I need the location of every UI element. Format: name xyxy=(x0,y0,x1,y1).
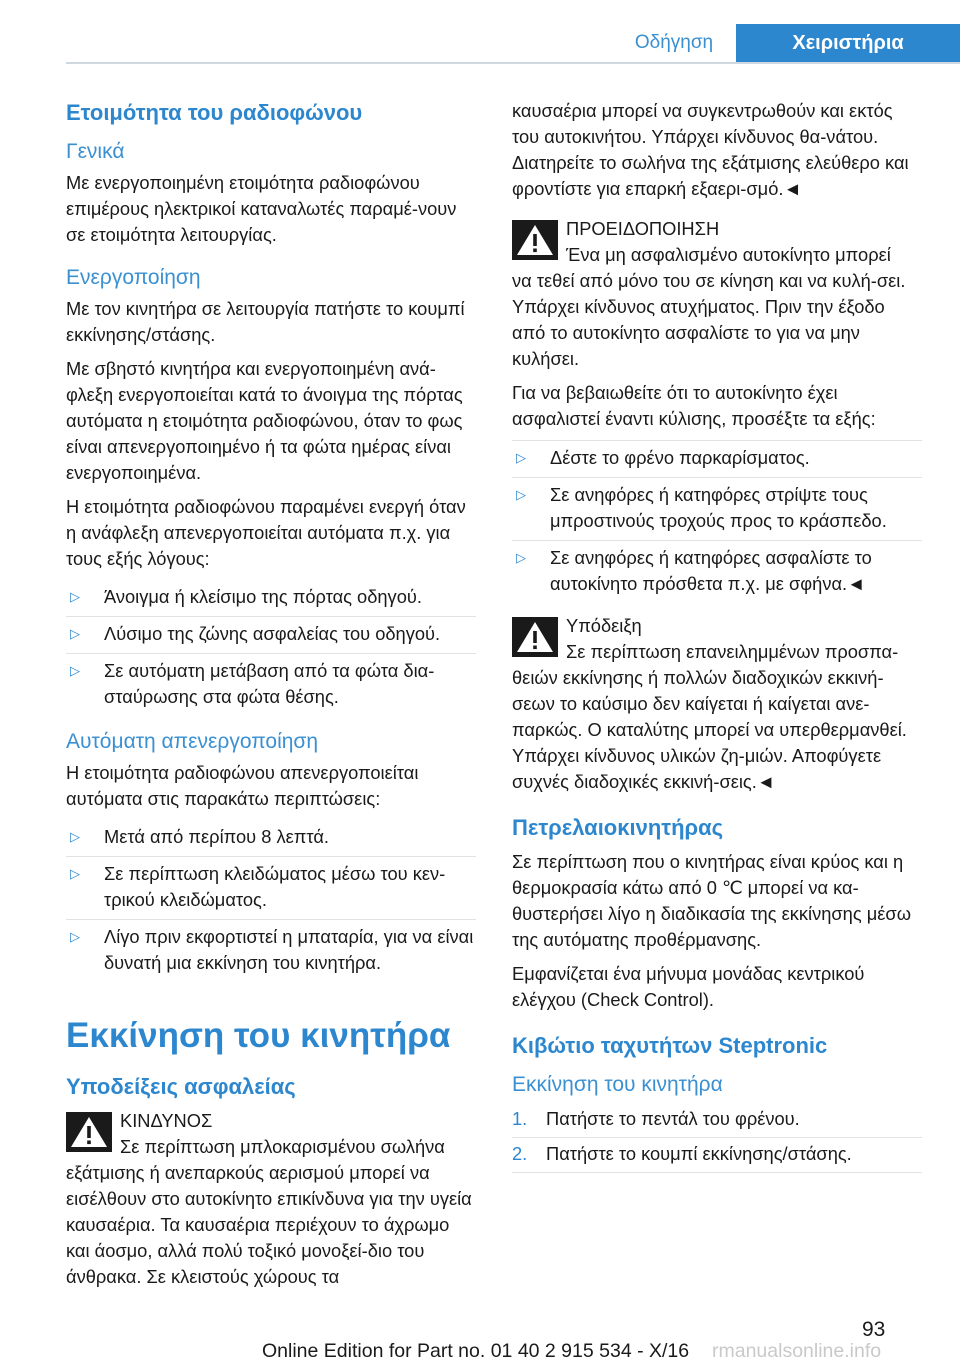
tab-driving[interactable]: Οδήγηση xyxy=(634,32,714,53)
triangle-bullet-icon: ▷ xyxy=(516,450,526,465)
section-title-safety: Υποδείξεις ασφαλείας xyxy=(66,1074,296,1099)
warning-triangle-icon xyxy=(66,1112,112,1152)
numbered-steps xyxy=(512,1103,922,1173)
list-item: ▷ Λύσιμο της ζώνης ασφαλείας του οδηγού. xyxy=(66,617,476,654)
left-column xyxy=(66,98,476,1298)
list-item: ▷ Μετά από περίπου 8 λεπτά. xyxy=(66,820,476,857)
bullet-list-deactivation xyxy=(66,820,476,982)
note-title: Υπόδειξη xyxy=(566,615,642,636)
edition-footer: Online Edition for Part no. 01 40 2 915 534 - X/16 xyxy=(262,1340,690,1362)
paragraph-secure-vehicle: Για να βεβαιωθείτε ότι το αυτοκίνητο έχει ασφαλιστεί έναντι κύλισης, προσέξτε τα εξής: xyxy=(512,382,876,429)
warning-title: ΠΡΟΕΙΔΟΠΟΙΗΣΗ xyxy=(566,218,720,239)
triangle-bullet-icon: ▷ xyxy=(70,626,80,641)
section-title-steptronic: Κιβώτιο ταχυτήτων Steptronic xyxy=(512,1033,828,1058)
list-item: ▷ Σε αυτόματη μετάβαση από τα φώτα δια-σταύρωσης στα φώτα θέσης. xyxy=(66,654,476,716)
chapter-title-engine-start: Εκκίνηση του κινητήρα xyxy=(66,1016,451,1055)
right-column xyxy=(512,98,922,1173)
header-rule xyxy=(66,62,960,64)
danger-text: εξάτμισης ή ανεπαρκούς αερισμού μπορεί να εισέλθουν στο αυτοκίνητο επικίνδυνα για την υγεία καυσαέρια. Τα καυσαέρια περιέχουν το άχρωμο και άοσμο, αλλά πολύ τοξικό μονοξεί-διο του άνθρακα. Σε κλειστούς χώρους τα xyxy=(66,1162,472,1287)
paragraph-danger-continued: καυσαέρια μπορεί να συγκεντρωθούν και εκτός του αυτοκινήτου. Υπάρχει κίνδυνος θα-νάτου. Διατηρείτε το σωλήνα της εξάτμισης ελεύθερο και φροντίστε για επαρκή εξαερι-σμό.◄ xyxy=(512,100,909,199)
subtitle-general: Γενικά xyxy=(66,140,125,163)
paragraph-diesel-1: Σε περίπτωση που ο κινητήρας είναι κρύος και η θερμοκρασία κάτω από 0 ℃ μπορεί να κα-θυστερήσει λίγο η διαδικασία της εκκίνησης μέσω της αυτόματης προθέρμανσης. xyxy=(512,851,911,950)
list-item: ▷ Άνοιγμα ή κλείσιμο της πόρτας οδηγού. xyxy=(66,580,476,617)
note-text-first-line: Σε περίπτωση επανειλημμένων προσπα- xyxy=(566,641,899,662)
warning-text-first-line: Ένα μη ασφαλισμένο αυτοκίνητο μπορεί xyxy=(566,244,891,265)
warning-text: να τεθεί από μόνο του σε κίνηση και να κυλή-σει. Υπάρχει κίνδυνος ατυχήματος. Πριν την έξοδο από το αυτοκίνητο ασφαλίστε το για να μην κυλήσει. xyxy=(512,270,906,369)
list-item: ▷ Σε ανηφόρες ή κατηφόρες στρίψτε τους μπροστινούς τροχούς προς το κράσπεδο. xyxy=(512,478,922,541)
list-item: ▷ Σε περίπτωση κλειδώματος μέσω του κεν-τρικού κλειδώματος. xyxy=(66,857,476,920)
watermark-text: rmanualsonline.info xyxy=(712,1340,882,1362)
triangle-bullet-icon: ▷ xyxy=(70,663,80,678)
note-notice xyxy=(512,613,922,795)
danger-text-first-line: Σε περίπτωση μπλοκαρισμένου σωλήνα xyxy=(120,1136,445,1157)
subtitle-auto-deactivation: Αυτόματη απενεργοποίηση xyxy=(66,730,319,753)
step-item: 1. Πατήστε το πεντάλ του φρένου. xyxy=(512,1103,922,1138)
list-item: ▷ Δέστε το φρένο παρκαρίσματος. xyxy=(512,440,922,478)
paragraph-diesel-2: Εμφανίζεται ένα μήνυμα μονάδας κεντρικού ελέγχου (Check Control). xyxy=(512,963,865,1010)
list-item: ▷ Λίγο πριν εκφορτιστεί η μπαταρία, για να είναι δυνατή μια εκκίνηση του κινητήρα. xyxy=(66,920,476,982)
warning-triangle-icon xyxy=(512,220,558,260)
section-title-diesel: Πετρελαιοκινητήρας xyxy=(512,815,724,840)
triangle-bullet-icon: ▷ xyxy=(70,829,80,844)
tab-controls[interactable]: Χειριστήρια xyxy=(736,24,960,62)
triangle-bullet-icon: ▷ xyxy=(516,487,526,502)
danger-notice xyxy=(66,1108,476,1290)
subtitle-engine-start: Εκκίνηση του κινητήρα xyxy=(512,1073,723,1096)
triangle-bullet-icon: ▷ xyxy=(516,550,526,565)
paragraph-auto-deactivation: Η ετοιμότητα ραδιοφώνου απενεργοποιείται αυτόματα στις παρακάτω περιπτώσεις: xyxy=(66,762,419,809)
warning-notice xyxy=(512,216,922,372)
page-number: 93 xyxy=(862,1318,886,1341)
warning-triangle-icon xyxy=(512,617,558,657)
triangle-bullet-icon: ▷ xyxy=(70,589,80,604)
paragraph-activation-2: Με σβηστό κινητήρα και ενεργοποιημένη ανά-φλεξη ενεργοποιείται κατά το άνοιγμα της πόρτας αυτόματα η ετοιμότητα ραδιοφώνου, όταν το φως είναι απενεργοποιημένο ή τα φώτα ημέρας είναι ενεργοποιημένα. xyxy=(66,358,463,483)
step-item: 2. Πατήστε το κουμπί εκκίνησης/στάσης. xyxy=(512,1138,922,1173)
paragraph-activation-1: Με τον κινητήρα σε λειτουργία πατήστε το κουμπί εκκίνησης/στάσης. xyxy=(66,298,465,345)
note-text: θειών εκκίνησης ή πολλών διαδοχικών εκκινή-σεων το καύσιμο δεν καίγεται ή καίγεται ανε-παρκώς. Ο καταλύτης μπορεί να υπερθερμανθεί. Υπάρχει κίνδυνος υλικών ζη-μιών. Αποφύγετε συχνές διαδοχικές εκκινή-σεις.◄ xyxy=(512,667,907,792)
bullet-list-secure xyxy=(512,440,922,603)
header-tabs xyxy=(612,24,960,62)
list-item: ▷ Σε ανηφόρες ή κατηφόρες ασφαλίστε το αυτοκίνητο πρόσθετα π.χ. με σφήνα.◄ xyxy=(512,541,922,603)
danger-title: ΚΙΝΔΥΝΟΣ xyxy=(120,1110,213,1131)
subtitle-activation: Ενεργοποίηση xyxy=(66,266,201,289)
paragraph-activation-3: Η ετοιμότητα ραδιοφώνου παραμένει ενεργή όταν η ανάφλεξη απενεργοποιείται αυτόματα π.χ. για τους εξής λόγους: xyxy=(66,496,466,569)
triangle-bullet-icon: ▷ xyxy=(70,866,80,881)
triangle-bullet-icon: ▷ xyxy=(70,929,80,944)
paragraph-general: Με ενεργοποιημένη ετοιμότητα ραδιοφώνου επιμέρους ηλεκτρικοί καταναλωτές παραμέ-νουν σε ετοιμότητα λειτουργίας. xyxy=(66,172,457,245)
bullet-list-readiness xyxy=(66,580,476,716)
section-title-radio-readiness: Ετοιμότητα του ραδιοφώνου xyxy=(66,100,363,125)
